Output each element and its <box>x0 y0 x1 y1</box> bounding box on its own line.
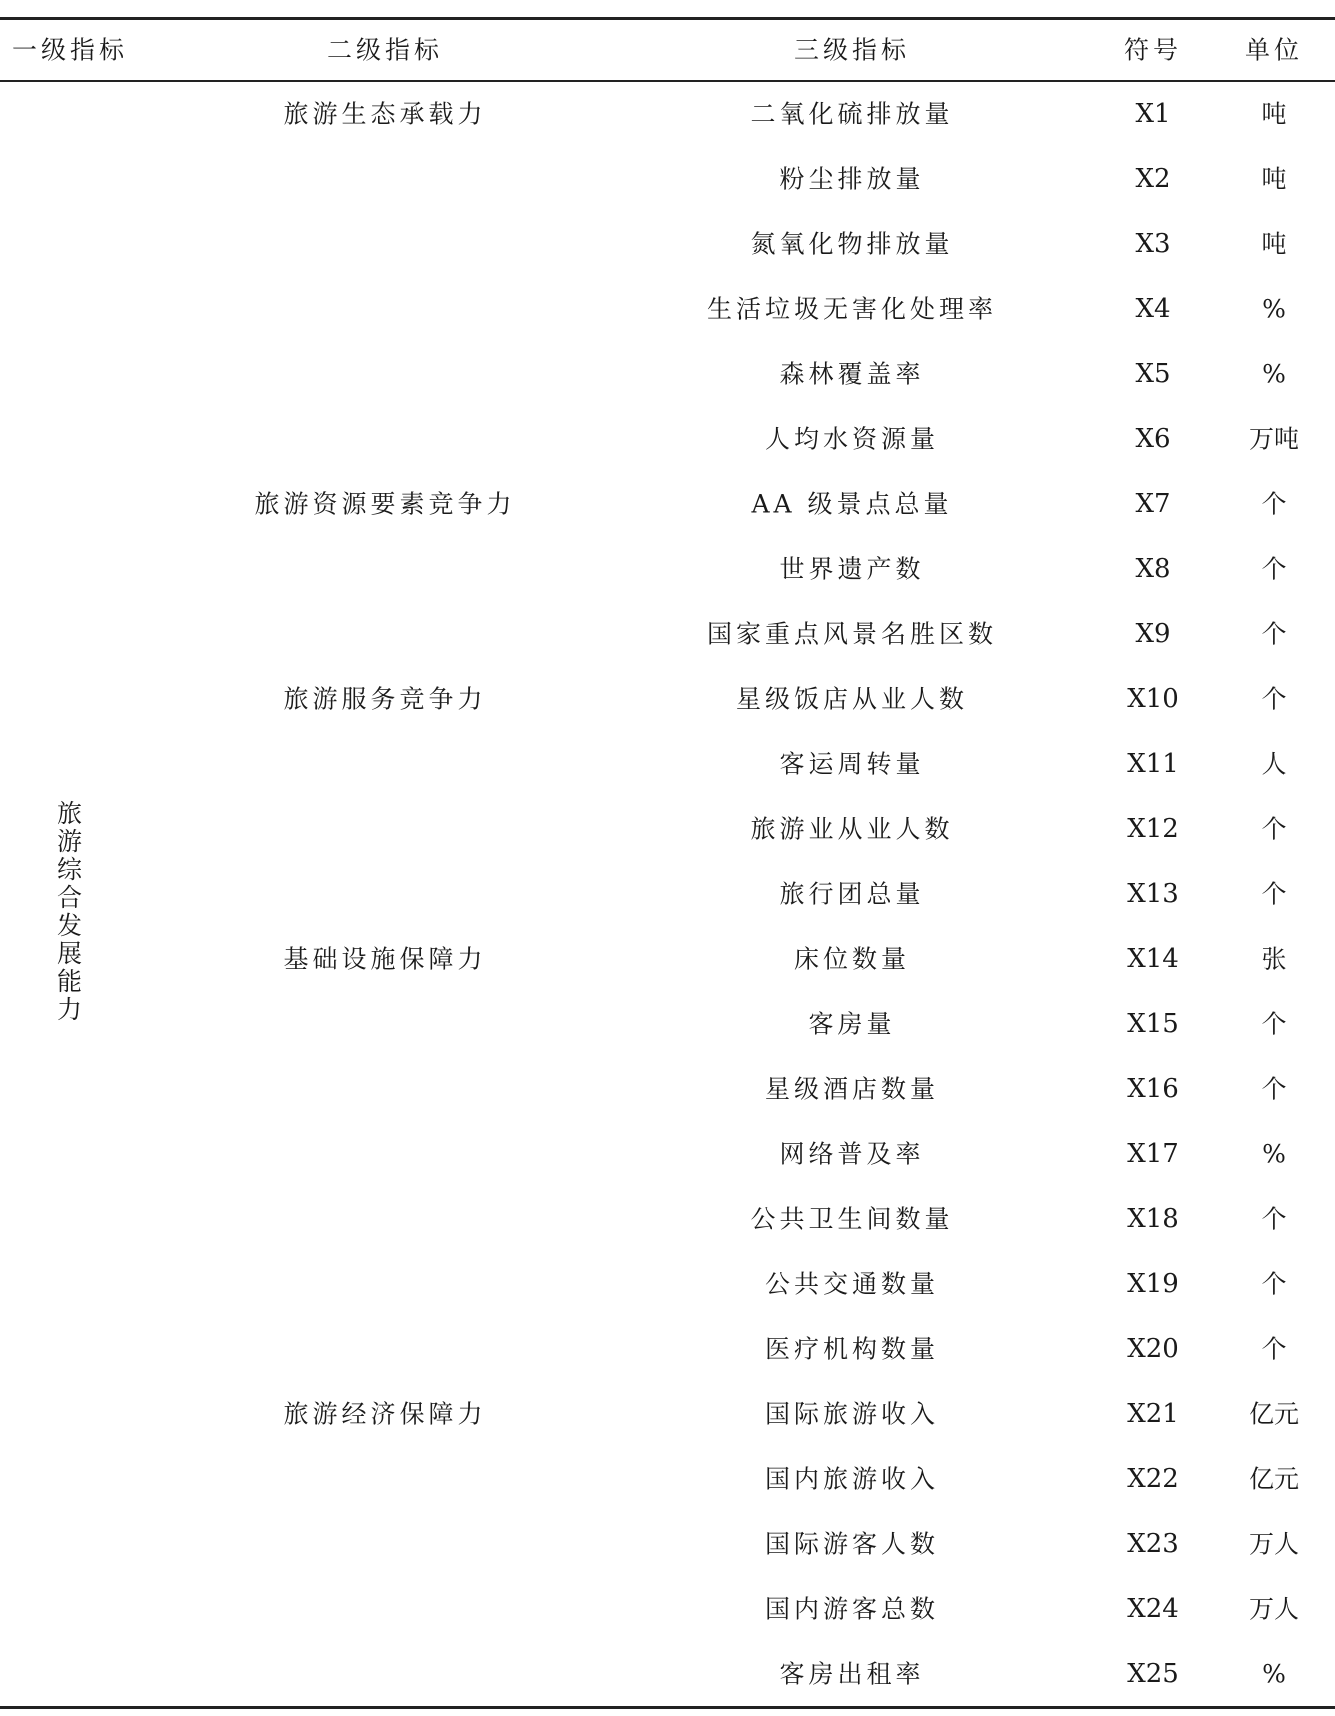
header-unit: 单位 <box>1244 35 1304 65</box>
symbol-cell: X16 <box>1127 1074 1179 1104</box>
unit-cell: 个 <box>1261 684 1287 714</box>
header-level1: 一级指标 <box>12 35 129 65</box>
table-row <box>0 862 1335 927</box>
table-row <box>0 667 1335 732</box>
symbol-cell: X13 <box>1127 879 1179 909</box>
unit-cell: 人 <box>1261 749 1287 779</box>
header-symbol: 符号 <box>1123 35 1183 65</box>
table-row <box>0 602 1335 667</box>
level3-cell: 国内旅游收入 <box>764 1464 940 1494</box>
table-row <box>0 1577 1335 1642</box>
unit-cell: 个 <box>1261 619 1287 649</box>
level3-cell: 星级酒店数量 <box>764 1074 940 1104</box>
symbol-cell: X17 <box>1127 1139 1179 1169</box>
symbol-cell: X12 <box>1127 814 1179 844</box>
unit-cell: 个 <box>1261 554 1287 584</box>
table-row <box>0 472 1335 537</box>
level1-indicator: 旅游综合发展能力 <box>53 800 83 1024</box>
table-row <box>0 1122 1335 1187</box>
unit-cell: 吨 <box>1261 229 1287 259</box>
level3-cell: 星级饭店从业人数 <box>735 684 969 714</box>
table-row <box>0 277 1335 342</box>
unit-cell: 吨 <box>1261 164 1287 194</box>
unit-cell: 个 <box>1261 1204 1287 1234</box>
level3-cell: 旅行团总量 <box>779 879 925 909</box>
table-row <box>0 1317 1335 1382</box>
level3-cell: AA 级景点总量 <box>751 489 953 519</box>
symbol-cell: X22 <box>1127 1464 1179 1494</box>
unit-cell: 个 <box>1261 879 1287 909</box>
table-row <box>0 407 1335 472</box>
level3-cell: 公共卫生间数量 <box>750 1204 954 1234</box>
table-header-row <box>0 20 1335 80</box>
symbol-cell: X23 <box>1127 1529 1179 1559</box>
symbol-cell: X11 <box>1127 749 1179 779</box>
level3-cell: 国际旅游收入 <box>764 1399 940 1429</box>
unit-cell: 个 <box>1261 1269 1287 1299</box>
level3-cell: 国际游客人数 <box>764 1529 940 1559</box>
table-row <box>0 732 1335 797</box>
level2-cell: 旅游经济保障力 <box>283 1399 487 1429</box>
level3-cell: 床位数量 <box>793 944 911 974</box>
symbol-cell: X24 <box>1127 1594 1179 1624</box>
table-row <box>0 992 1335 1057</box>
table-row <box>0 1512 1335 1577</box>
symbol-cell: X6 <box>1135 424 1171 454</box>
level3-cell: 生活垃圾无害化处理率 <box>706 294 998 324</box>
level2-cell: 基础设施保障力 <box>283 944 487 974</box>
unit-cell: 个 <box>1261 1009 1287 1039</box>
unit-cell: % <box>1262 1139 1286 1169</box>
symbol-cell: X7 <box>1135 489 1171 519</box>
unit-cell: 张 <box>1261 944 1287 974</box>
symbol-cell: X10 <box>1127 684 1179 714</box>
level3-cell: 国家重点风景名胜区数 <box>706 619 998 649</box>
unit-cell: 万人 <box>1248 1529 1300 1559</box>
level3-cell: 客运周转量 <box>779 749 925 779</box>
level3-cell: 旅游业从业人数 <box>750 814 954 844</box>
level3-cell: 氮氧化物排放量 <box>750 229 954 259</box>
table-row <box>0 797 1335 862</box>
unit-cell: % <box>1262 359 1286 389</box>
symbol-cell: X20 <box>1127 1334 1179 1364</box>
level2-cell: 旅游资源要素竞争力 <box>254 489 516 519</box>
symbol-cell: X4 <box>1135 294 1171 324</box>
table-row <box>0 1447 1335 1512</box>
unit-cell: % <box>1262 1659 1286 1689</box>
level3-cell: 网络普及率 <box>779 1139 925 1169</box>
symbol-cell: X19 <box>1127 1269 1179 1299</box>
symbol-cell: X18 <box>1127 1204 1179 1234</box>
unit-cell: 亿元 <box>1248 1464 1300 1494</box>
level3-cell: 客房量 <box>808 1009 896 1039</box>
unit-cell: 万人 <box>1248 1594 1300 1624</box>
symbol-cell: X21 <box>1127 1399 1179 1429</box>
level3-cell: 公共交通数量 <box>764 1269 940 1299</box>
table-row <box>0 147 1335 212</box>
level3-cell: 森林覆盖率 <box>779 359 925 389</box>
table-row <box>0 1187 1335 1252</box>
table-row <box>0 927 1335 992</box>
level3-cell: 世界遗产数 <box>779 554 925 584</box>
table-bottom-rule <box>0 1706 1335 1709</box>
unit-cell: 亿元 <box>1248 1399 1300 1429</box>
symbol-cell: X8 <box>1135 554 1171 584</box>
table-row <box>0 1057 1335 1122</box>
table-row <box>0 82 1335 147</box>
unit-cell: 吨 <box>1261 99 1287 129</box>
symbol-cell: X3 <box>1135 229 1171 259</box>
symbol-cell: X9 <box>1135 619 1171 649</box>
level3-cell: 人均水资源量 <box>764 424 940 454</box>
table-row <box>0 537 1335 602</box>
unit-cell: % <box>1262 294 1286 324</box>
table-row <box>0 342 1335 407</box>
unit-cell: 个 <box>1261 489 1287 519</box>
level2-cell: 旅游服务竞争力 <box>283 684 487 714</box>
table-body <box>0 82 1335 1706</box>
level3-cell: 医疗机构数量 <box>764 1334 940 1364</box>
level3-cell: 客房出租率 <box>779 1659 925 1689</box>
table-row <box>0 1382 1335 1447</box>
unit-cell: 个 <box>1261 1334 1287 1364</box>
symbol-cell: X15 <box>1127 1009 1179 1039</box>
symbol-cell: X14 <box>1127 944 1179 974</box>
unit-cell: 个 <box>1261 814 1287 844</box>
table-row <box>0 1252 1335 1317</box>
table-row <box>0 212 1335 277</box>
symbol-cell: X2 <box>1135 164 1171 194</box>
symbol-cell: X1 <box>1135 99 1171 129</box>
table-row <box>0 1642 1335 1707</box>
unit-cell: 个 <box>1261 1074 1287 1104</box>
level3-cell: 粉尘排放量 <box>779 164 925 194</box>
header-level3: 三级指标 <box>793 35 911 65</box>
level2-cell: 旅游生态承载力 <box>283 99 487 129</box>
level3-cell: 二氧化硫排放量 <box>750 99 954 129</box>
symbol-cell: X25 <box>1127 1659 1179 1689</box>
level3-cell: 国内游客总数 <box>764 1594 940 1624</box>
header-level2: 二级指标 <box>326 35 444 65</box>
unit-cell: 万吨 <box>1248 424 1300 454</box>
symbol-cell: X5 <box>1135 359 1171 389</box>
